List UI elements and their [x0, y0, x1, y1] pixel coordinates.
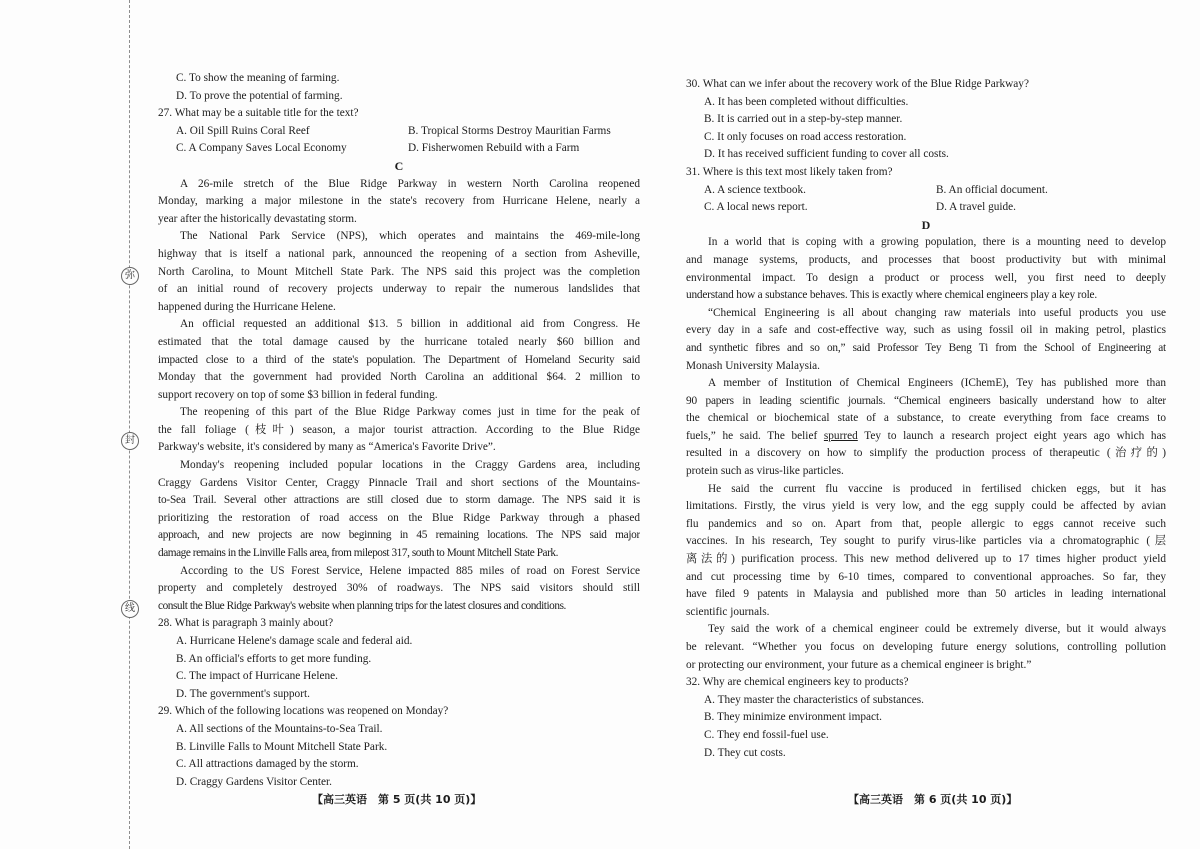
q32-stem: 32. Why are chemical engineers key to products? [686, 676, 909, 689]
q27-options-row-2 [158, 140, 640, 158]
passage-d-paragraph-3 [686, 375, 1166, 481]
text-line: North Carolina, to Mount Mitchell State Park. The NPS said this project was the completion [158, 265, 640, 278]
text-line: year after the historically devastating storm. [158, 212, 357, 225]
text-line: or protecting our environment, your future as a chemical engineer is bright.” [686, 658, 1032, 671]
q30-option-d[interactable]: D. It has received sufficient funding to cover all costs. [704, 148, 949, 161]
q32-option-b[interactable]: B. They minimize environment impact. [704, 711, 882, 724]
text-line: flu pandemics and so on. Apart from that, people allergic to eggs cannot receive such [686, 517, 1166, 530]
passage-c-paragraph-3 [158, 316, 640, 404]
margin-mark-mi: 弥 [121, 267, 139, 285]
q30-stem: 30. What can we infer about the recovery work of the Blue Ridge Parkway? [686, 78, 1029, 90]
q29-option-b[interactable]: B. Linville Falls to Mount Mitchell State Park. [176, 740, 388, 753]
text-line: 离法的) purification process. This new method delivered up to 17 times higher product yield [686, 553, 1166, 566]
q31-options-row-1 [686, 182, 1166, 200]
q27-option-c[interactable]: C. A Company Saves Local Economy [176, 142, 347, 155]
text-line: protein such as virus-like particles. [686, 465, 844, 478]
q28-option-c[interactable]: C. The impact of Hurricane Helene. [176, 670, 338, 683]
text-line: limitations. Firstly, the virus yield is very low, and the egg supply could be affected by avian [686, 500, 1166, 513]
text-line: consult the Blue Ridge Parkway's website when planning trips for the latest closures and conditions. [158, 599, 566, 612]
q32-option-c[interactable]: C. They end fossil-fuel use. [704, 728, 829, 741]
q28-stem: 28. What is paragraph 3 mainly about? [158, 617, 334, 630]
text-line: A member of Institution of Chemical Engineers (IChemE), Tey has published more than [708, 377, 1166, 390]
q28-option-b[interactable]: B. An official's efforts to get more funding. [176, 652, 372, 665]
q29-option-d[interactable]: D. Craggy Gardens Visitor Center. [176, 775, 332, 788]
section-heading-c: C [394, 158, 404, 173]
text-line: and cut processing time by 6-10 times, compared to conventional approaches. So far, they [686, 570, 1166, 583]
text-line: Monday that the government had provided North Carolina an additional $64. 2 million to [158, 371, 640, 384]
text-line: and manage systems, products, and processes that boost productivity but with minimal [686, 253, 1166, 266]
text-line: approach, and new projects are now beginning in 45 remaining locations. The NPS said major [158, 529, 640, 542]
q29-stem: 29. Which of the following locations was reopened on Monday? [158, 705, 449, 718]
text-line: Tey said the work of a chemical engineer could be extremely diverse, but it would always [708, 623, 1166, 636]
text-line: prioritizing the restoration of road access on the Blue Ridge Parkway through a phased [158, 511, 640, 524]
q26-option-c[interactable]: C. To show the meaning of farming. [176, 72, 340, 84]
q32-option-d[interactable]: D. They cut costs. [704, 746, 786, 759]
text-line: vaccines. In his research, Tey sought to purify virus-like particles via a chromatographic (层 [686, 535, 1166, 548]
q29-option-c[interactable]: C. All attractions damaged by the storm. [176, 758, 359, 771]
text-line: The National Park Service (NPS), which operates and maintains the 469-mile-long [180, 230, 640, 243]
text-line: the fall foliage (枝叶) season, a major tourist attraction. According to the Blue Ridge [158, 423, 640, 436]
text-line: property and completely destroyed 30% of roadways. The NPS said visitors should still [158, 582, 640, 595]
margin-mark-feng: 封 [121, 432, 139, 450]
page-footer-left: 【高三英语 第 5 页(共 10 页)】 [312, 793, 482, 806]
section-heading-d: D [921, 217, 931, 232]
left-column [158, 70, 640, 791]
text-line: resulted in a discovery on how to simplify the production process of therapeutic (治疗的) [686, 447, 1166, 460]
q30-option-a[interactable]: A. It has been completed without difficulties. [704, 95, 909, 108]
text-line [686, 428, 1166, 446]
q28-option-d[interactable]: D. The government's support. [176, 687, 310, 700]
page-footer-right: 【高三英语 第 6 页(共 10 页)】 [848, 793, 1018, 806]
underlined-word-spurred: spurred [823, 429, 858, 442]
q31-option-c[interactable]: C. A local news report. [704, 201, 808, 214]
text-fragment: Tey to launch a research project eight years ago which has [857, 429, 1166, 442]
binding-dashed-line [129, 0, 130, 849]
text-line: damage remains in the Linville Falls area, from milepost 317, south to Mount Mitchell State Park. [158, 547, 558, 560]
text-line: According to the US Forest Service, Helene impacted 885 miles of road on Forest Service [180, 564, 640, 577]
text-line: estimated that the total damage caused by the hurricane totaled nearly $60 billion and [158, 335, 640, 348]
passage-d-paragraph-4 [686, 481, 1166, 622]
text-line: A 26-mile stretch of the Blue Ridge Parkway in western North Carolina reopened [180, 177, 640, 190]
q31-option-a[interactable]: A. A science textbook. [704, 183, 806, 196]
passage-c-paragraph-6 [158, 563, 640, 616]
q27-options-row-1 [158, 123, 640, 141]
text-line: 90 papers in leading scientific journals. “Chemical engineers basically understand how to alter [686, 394, 1166, 407]
q30-option-c[interactable]: C. It only focuses on road access restoration. [704, 130, 907, 143]
text-line: An official requested an additional $13. 5 billion in additional aid from Congress. He [180, 318, 640, 331]
text-line: have filed 9 patents in Malaysia and published more than 50 articles in leading international [686, 588, 1166, 601]
text-line: scientific journals. [686, 605, 770, 618]
text-line: Monday, marking a major milestone in the state's recovery from Hurricane Helene, nearly a [158, 195, 640, 208]
q30-option-b[interactable]: B. It is carried out in a step-by-step manner. [704, 113, 903, 126]
q26-option-d[interactable]: D. To prove the potential of farming. [176, 89, 343, 102]
text-line: of an initial round of recovery projects underway to repair the numerous landslides that [158, 283, 640, 296]
passage-d-paragraph-5 [686, 621, 1166, 674]
text-line: The reopening of this part of the Blue Ridge Parkway comes just in time for the peak of [180, 406, 640, 419]
q27-option-d[interactable]: D. Fisherwomen Rebuild with a Farm [408, 142, 580, 155]
q27-option-a[interactable]: A. Oil Spill Ruins Coral Reef [176, 124, 310, 137]
text-line: Monash University Malaysia. [686, 359, 820, 372]
margin-mark-xian: 线 [121, 600, 139, 618]
q31-stem: 31. Where is this text most likely taken from? [686, 165, 893, 178]
q32-option-a[interactable]: A. They master the characteristics of substances. [704, 693, 925, 706]
text-line: highway that is itself a national park, announced the reopening of a section from Asheville, [158, 247, 640, 260]
passage-c-paragraph-2 [158, 228, 640, 316]
passage-d-paragraph-2 [686, 305, 1166, 375]
text-line: and synthetic fibres and so on,” said Professor Tey Beng Ti from the School of Engineering at [686, 341, 1166, 354]
passage-c-paragraph-4 [158, 404, 640, 457]
passage-c-paragraph-5 [158, 457, 640, 563]
q31-option-b[interactable]: B. An official document. [936, 183, 1048, 196]
text-line: impacted close to a third of the state's population. The Department of Homeland Security said [158, 353, 640, 366]
text-line: Parkway's website, it's considered by many as “America's Favorite Drive”. [158, 441, 496, 454]
text-line: In a world that is coping with a growing population, there is a mounting need to develop [708, 236, 1166, 249]
text-fragment: fuels,” he said. The belief [686, 429, 824, 442]
passage-c-paragraph-1 [158, 176, 640, 229]
text-line: “Chemical Engineering is all about changing raw materials into useful products you use [708, 306, 1166, 319]
text-line: support recovery on top of some $3 billion in federal funding. [158, 388, 438, 401]
q27-option-b[interactable]: B. Tropical Storms Destroy Mauritian Farms [408, 124, 611, 137]
text-line: He said the current flu vaccine is produced in fertilised chicken eggs, but it has [708, 482, 1166, 495]
text-line: the chemical or biochemical state of a substance, to create everything from face creams to [686, 412, 1166, 425]
text-line: environmental impact. To design a product or process well, you first need to deeply [686, 271, 1166, 284]
text-line: to-Sea Trail. Several other attractions are still closed due to storm damage. The NPS said it is [158, 494, 640, 507]
q27-stem: 27. What may be a suitable title for the text? [158, 107, 359, 120]
text-line: be relevant. “Whether you focus on developing future energy solutions, controlling pollution [686, 641, 1166, 653]
passage-d-paragraph-1 [686, 234, 1166, 304]
text-line: Craggy Gardens Visitor Center, Craggy Pinnacle Trail and short sections of the Mountains- [158, 476, 640, 489]
q31-option-d[interactable]: D. A travel guide. [936, 201, 1017, 214]
q29-option-a[interactable]: A. All sections of the Mountains-to-Sea Trail. [176, 722, 383, 735]
text-line: every day in a safe and cost-effective way, such as using fossil oil in making petrol, plastics [686, 324, 1166, 337]
right-column [686, 76, 1166, 762]
text-line: Monday's reopening included popular locations in the Craggy Gardens area, including [180, 459, 640, 472]
text-line: understand how a substance behaves. This is exactly where chemical engineers play a key role. [686, 289, 1097, 302]
text-line: happened during the Hurricane Helene. [158, 300, 336, 313]
q28-option-a[interactable]: A. Hurricane Helene's damage scale and federal aid. [176, 635, 413, 647]
q31-options-row-2 [686, 199, 1166, 217]
